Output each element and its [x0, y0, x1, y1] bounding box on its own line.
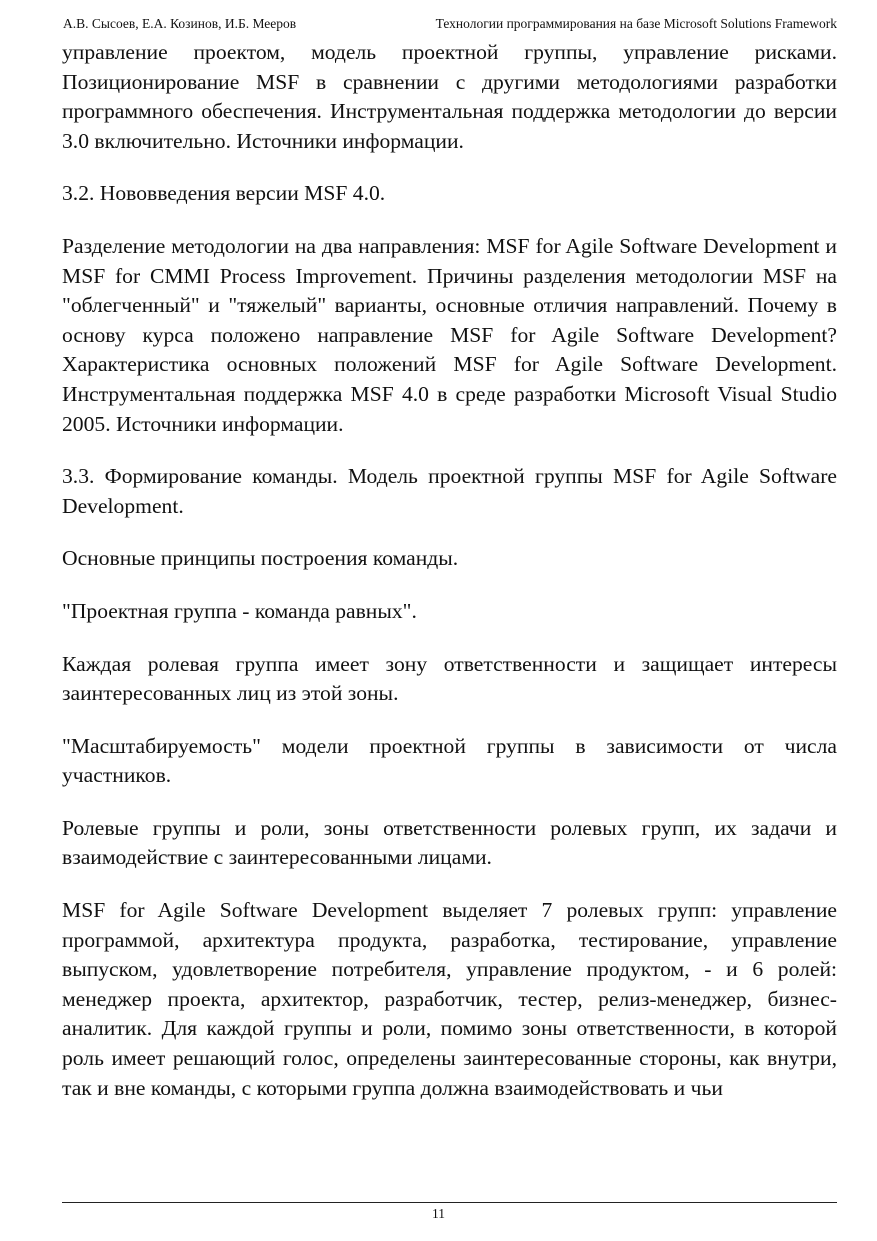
paragraph: Разделение методологии на два направления: MSF for Agile Software Development и MSF for CMMI Process Improvement. Причины разделения методологии MSF на "облегченный" и "тяжелый" варианты, основные отличия направлений. Почему в основу курса положено направление MSF for Agile Software Development? Характеристика основных положений MSF for Agile Software Development. Инструментальная поддержка MSF 4.0 в среде разработки Microsoft Visual Studio 2005. Источники информации. — [62, 233, 837, 436]
paragraph: Ролевые группы и роли, зоны ответственности ролевых групп, их задачи и взаимодействие с заинтересованными лицами. — [62, 815, 837, 870]
body-text — [62, 38, 837, 1126]
header-title: Технологии программирования на базе Microsoft Solutions Framework — [435, 16, 837, 31]
section-heading: 3.3. Формирование команды. Модель проектной группы MSF for Agile Software Development. — [62, 464, 837, 518]
page-number: 11 — [432, 1206, 445, 1221]
footer-divider — [62, 1202, 837, 1203]
paragraph: "Проектная группа - команда равных". — [62, 598, 417, 623]
header-authors: А.В. Сысоев, Е.А. Козинов, И.Б. Мееров — [63, 16, 297, 31]
paragraph: Каждая ролевая группа имеет зону ответственности и защищает интересы заинтересованных лиц из этой зоны. — [62, 651, 837, 706]
section-heading: 3.2. Нововведения версии MSF 4.0. — [62, 181, 386, 206]
running-header — [62, 16, 837, 36]
paragraph: Основные принципы построения команды. — [62, 546, 459, 571]
paragraph: управление проектом, модель проектной группы, управление рисками. Позиционирование MSF в сравнении с другими методологиями разработки программного обеспечения. Инструментальная поддержка методологии до версии 3.0 включительно. Источники информации. — [62, 40, 837, 153]
paragraph: MSF for Agile Software Development выделяет 7 ролевых групп: управление программой, архитектура продукта, разработка, тестирование, управление выпуском, удовлетворение потребителя, управление продуктом, - и 6 ролей: менеджер проекта, архитектор, разработчик, тестер, релиз-менеджер, бизнес-аналитик. Для каждой группы и роли, помимо зоны ответственности, в которой роль имеет решающий голос, определены заинтересованные стороны, как внутри, так и вне команды, с которыми группа должна взаимодействовать и чьи — [62, 898, 837, 1100]
paragraph: "Масштабируемость" модели проектной группы в зависимости от числа участников. — [62, 733, 837, 788]
